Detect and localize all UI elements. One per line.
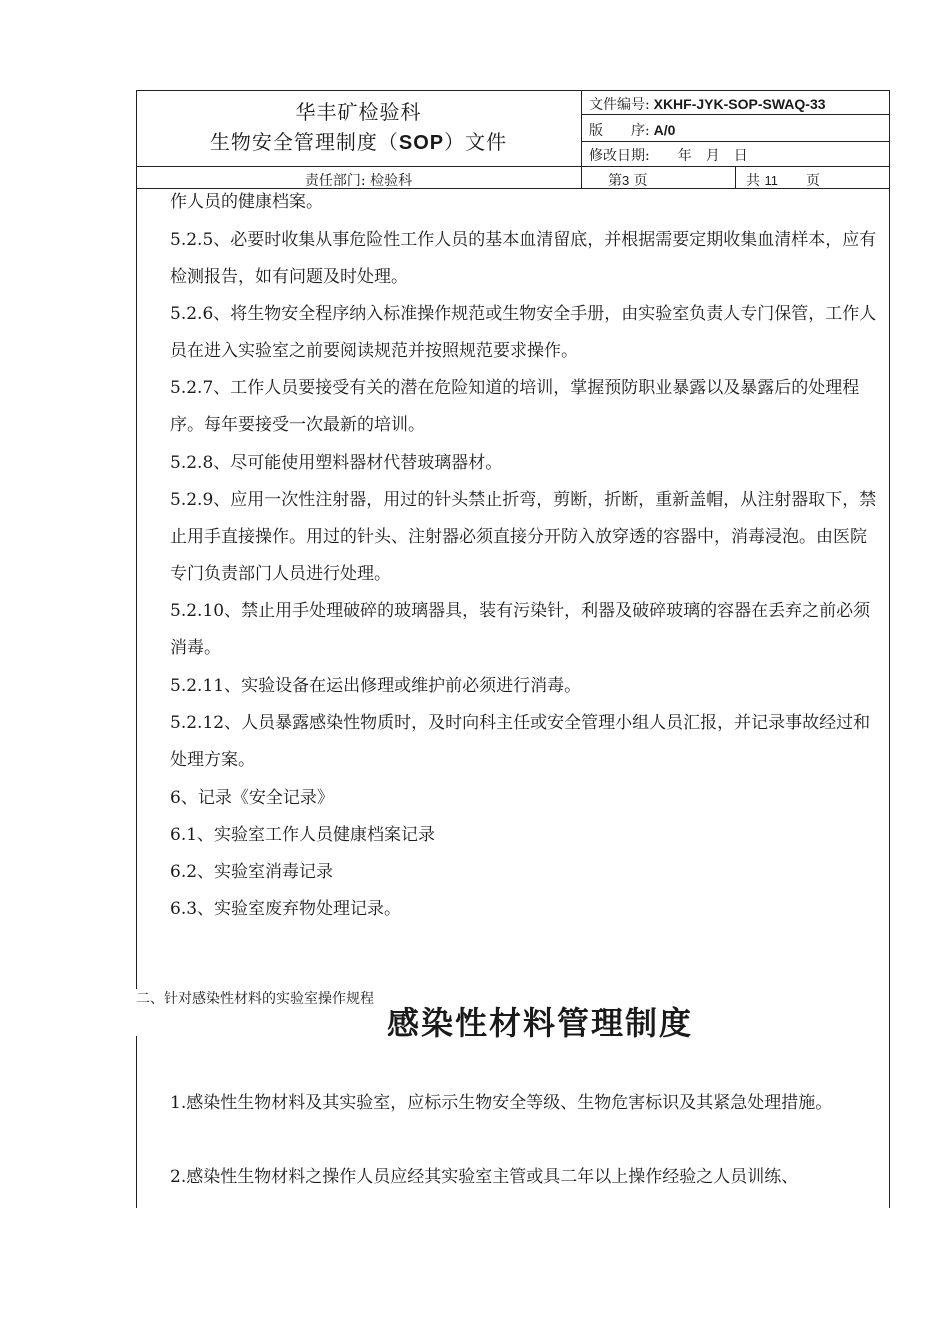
frame-left	[136, 189, 137, 989]
rule	[136, 90, 890, 91]
paragraph: 5.2.5、必要时收集从事危险性工作人员的基本血清留底，并根据需要定期收集血清样本，应有检测报告，如有问题及时处理。	[170, 230, 877, 287]
rule	[136, 166, 890, 167]
frame-right	[889, 189, 890, 1208]
paragraph: 2.感染性生物材料之操作人员应经其实验室主管或具二年以上操作经验之人员训练、	[170, 1167, 799, 1187]
paragraph: 5.2.9、应用一次性注射器，用过的针头禁止折弯，剪断，折断，重新盖帽，从注射器取下，禁止用手直接操作。用过的针头、注射器必须直接分开防入放穿透的容器中，消毒浸泡。由医院专门负责部门人员进行处理。	[170, 490, 877, 584]
paragraph: 5.2.7、工作人员要接受有关的潜在危险知道的培训，掌握预防职业暴露以及暴露后的处理程序。每年要接受一次最新的培训。	[170, 378, 860, 435]
revision-date: 修改日期: 年 月 日	[589, 148, 748, 164]
document-title: 生物安全管理制度（SOP）文件	[209, 130, 508, 154]
page-number: 第3 页	[608, 173, 648, 189]
section-heading: 二、针对感染性材料的实验室操作规程	[136, 991, 374, 1007]
paragraph: 6.2、实验室消毒记录	[170, 862, 334, 882]
rule	[581, 90, 582, 189]
frame-left	[136, 1036, 137, 1208]
paragraph: 作人员的健康档案。	[170, 192, 323, 212]
paragraph: 5.2.11、实验设备在运出修理或维护前必须进行消毒。	[170, 676, 582, 696]
paragraph: 6.1、实验室工作人员健康档案记录	[170, 825, 436, 845]
paragraph: 5.2.6、将生物安全程序纳入标准操作规范或生物安全手册，由实验室负责人专门保管，工作人员在进入实验室之前要阅读规范并按照规范要求操作。	[170, 304, 877, 361]
org-name: 华丰矿检验科	[295, 100, 422, 124]
paragraph: 5.2.10、禁止用手处理破碎的玻璃器具，装有污染针，利器及破碎玻璃的容器在丢弃之前必须消毒。	[170, 601, 871, 658]
page-total: 共 11 页	[746, 173, 820, 189]
paragraph: 6、记录《安全记录》	[170, 788, 334, 808]
doc-number: 文件编号: XKHF-JYK-SOP-SWAQ-33	[589, 96, 826, 113]
paragraph: 5.2.12、人员暴露感染性物质时，及时向科主任或安全管理小组人员汇报，并记录事故经过和处理方案。	[170, 713, 871, 770]
section-title: 感染性材料管理制度	[386, 1004, 693, 1042]
paragraph: 6.3、实验室废弃物处理记录。	[170, 899, 402, 919]
document-header	[136, 90, 890, 189]
rule	[581, 114, 890, 115]
rule	[581, 141, 890, 142]
rule	[889, 90, 890, 189]
responsible-dept: 责任部门: 检验科	[304, 173, 413, 189]
version: 版 序: A/0	[589, 122, 676, 139]
paragraph: 5.2.8、尽可能使用塑料器材代替玻璃器材。	[170, 453, 503, 473]
paragraph: 1.感染性生物材料及其实验室，应标示生物安全等级、生物危害标识及其紧急处理措施。	[170, 1093, 833, 1113]
